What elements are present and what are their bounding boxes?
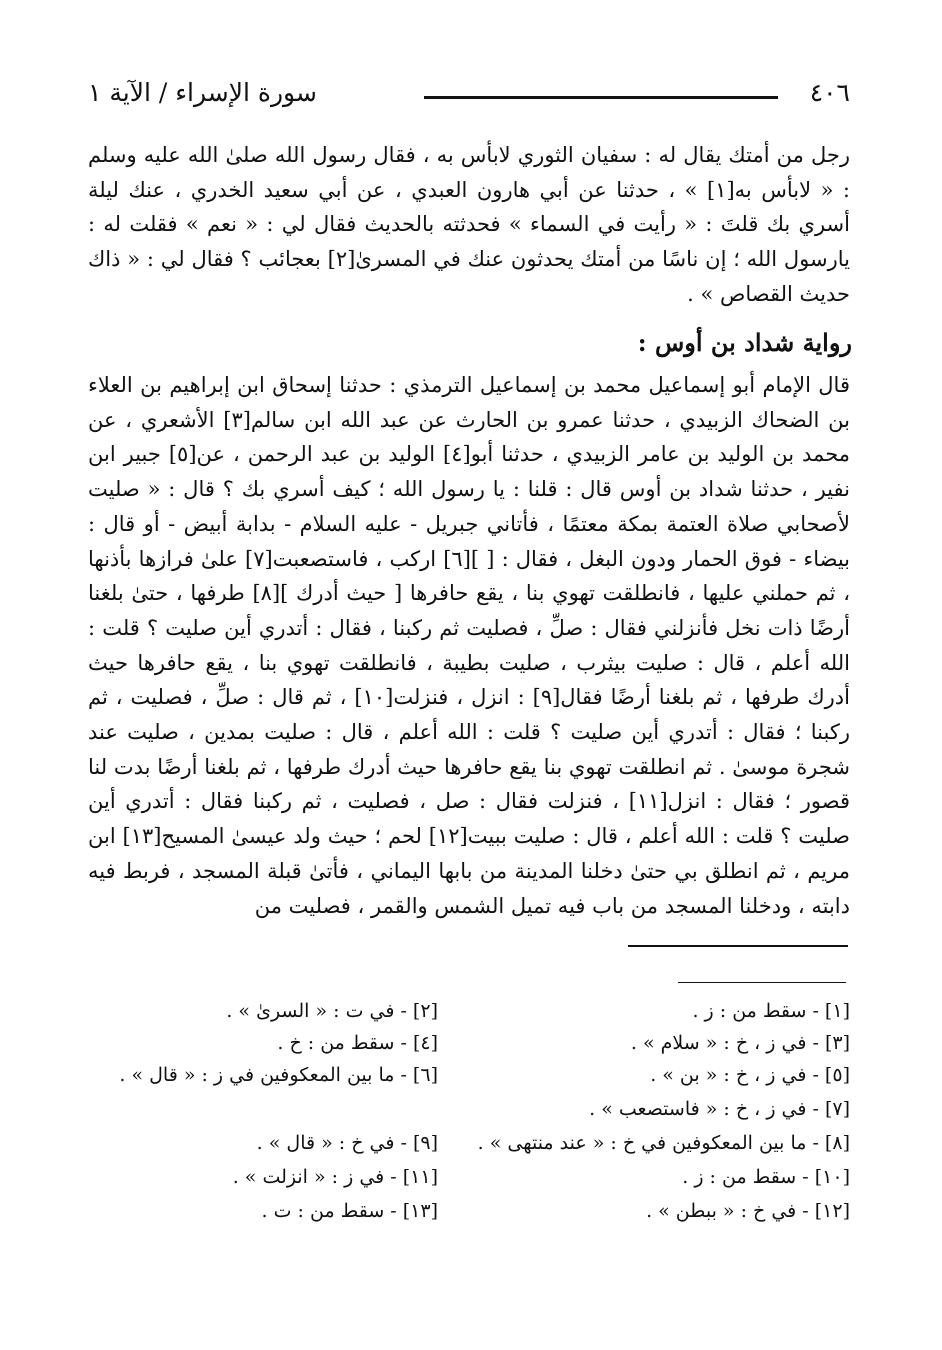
- section-heading: رواية شداد بن أوس :: [637, 328, 852, 357]
- footnote-4: [٤] - سقط من : خ .: [277, 1032, 438, 1054]
- footnote-5: [٥] - في ز ، خ : « بن » .: [650, 1064, 850, 1086]
- footnote-12: [١٢] - في خ : « ببطن » .: [646, 1200, 850, 1222]
- page-header: [88, 78, 850, 118]
- surah-title: سورة الإسراء / الآية ١: [88, 78, 317, 107]
- footnote-7: [٧] - في ز ، خ : « فاستصعب » .: [589, 1098, 850, 1120]
- footnote-10: [١٠] - سقط من : ز .: [682, 1166, 850, 1188]
- footnote-11: [١١] - في ز : « انزلت » .: [232, 1166, 438, 1188]
- footnote-8: [٨] - ما بين المعكوفين في خ : « عند منتهى » .: [477, 1132, 850, 1154]
- footnote-1: [١] - سقط من : ز .: [692, 1000, 850, 1022]
- footnote-6: [٦] - ما بين المعكوفين في ز : « قال » .: [119, 1064, 438, 1086]
- footnote-2: [٢] - في ت : « السرىٰ » .: [226, 1000, 438, 1022]
- paragraph-2: قال الإمام أبو إسماعيل محمد بن إسماعيل الترمذي : حدثنا إسحاق ابن إبراهيم بن العلاء بن الضحاك الزبيدي ، حدثنا عمرو بن الحارث عن عبد الله ابن سالم[٣] الأشعري ، عن محمد بن الوليد بن عامر الزبيدي ، حدثنا أبو[٤] الوليد بن عبد الرحمن ، عن[٥] جبير ابن نفير ، حدثنا شداد بن أوس قال : قلنا : يا رسول الله ؛ كيف أسري بك ؟ قال : « صليت لأصحابي صلاة العتمة بمكة معتمًا ، فأتاني جبريل - عليه السلام - بدابة أبيض - أو قال : بيضاء - فوق الحمار ودون البغل ، فقال : [ ][٦] اركب ، فاستصعبت[٧] علىٰ فرازها بأذنها ، ثم حملني عليها ، فانطلقت تهوي بنا ، يقع حافرها [ حيث أدرك ][٨] طرفها ، حتىٰ بلغنا أرضًا ذات نخل فأنزلني فقال : صلِّ ، فصليت ثم ركبنا ، فقال : أتدري أين صليت ؟ قلت : الله أعلم ، قال : صليت بيثرب ، صليت بطيبة ، فانطلقت تهوي بنا ، يقع حافرها حيث أدرك طرفها ، ثم بلغنا أرضًا فقال[٩] : انزل ، فنزلت[١٠] ، ثم قال : صلِّ ، فصليت ، ثم ركبنا ؛ فقال : أتدري أين صليت ؟ قلت : الله أعلم ، قال : صليت بمدين ، صليت عند شجرة موسىٰ . ثم انطلقت تهوي بنا يقع حافرها حيث أدرك طرفها ، ثم بلغنا أرضًا بدت لنا قصور ؛ فقال : انزل[١١] ، فنزلت فقال : صل ، فصليت ، ثم ركبنا فقال : أتدري أين صليت ؟ قلت : الله أعلم ، قال : صليت ببيت[١٢] لحم ؛ حيث ولد عيسىٰ المسيح[١٣] ابن مريم ، ثم انطلق بي حتىٰ دخلنا المدينة من بابها اليماني ، فأتىٰ قبلة المسجد ، فربط فيه دابته ، ودخلنا المسجد من باب فيه تميل الشمس والقمر ، فصليت من: [88, 373, 851, 918]
- page-number: ٤٠٦: [809, 78, 850, 107]
- header-rule: [424, 96, 778, 99]
- footnote-13: [١٣] - سقط من : ت .: [261, 1200, 438, 1222]
- footnote-separator: [628, 945, 848, 947]
- footnote-9: [٩] - في خ : « قال » .: [256, 1132, 438, 1154]
- footnote-separator-short: [678, 982, 846, 983]
- footnote-3: [٣] - في ز ، خ : « سلام » .: [630, 1032, 850, 1054]
- paragraph-1: رجل من أمتك يقال له : سفيان الثوري لابأس به ، فقال رسول الله صلىٰ الله عليه وسلم : « لابأس به[١] » ، حدثنا عن أبي هارون العبدي ، عن أبي سعيد الخدري ، عنك ليلة أسري بك قلتَ : « رأيت في السماء » فحدثته بالحديث فقال لي : « نعم » فقلت له : يارسول الله ؛ إن ناسًا من أمتك يحدثون عنك في المسرىٰ[٢] بعجائب ؟ فقال لي : « ذاك حديث القصاص » .: [88, 143, 851, 306]
